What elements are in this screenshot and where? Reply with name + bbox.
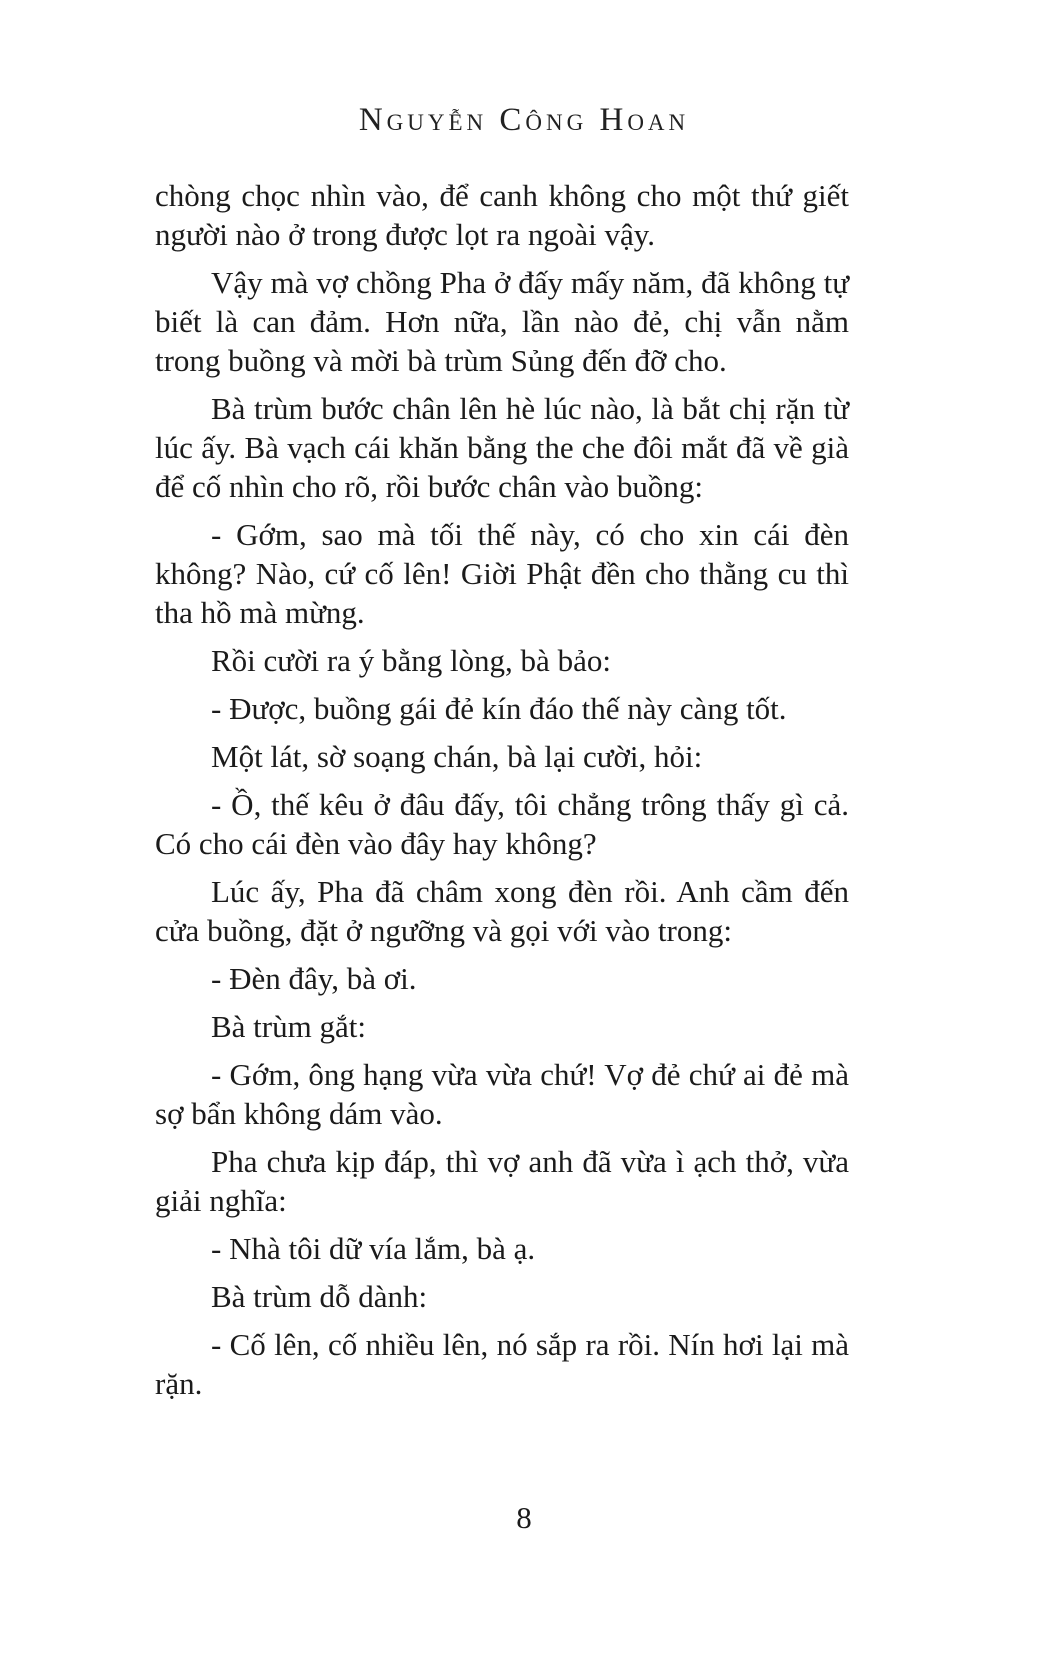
paragraph: Lúc ấy, Pha đã châm xong đèn rồi. Anh cầm đến cửa buồng, đặt ở ngưỡng và gọi với vào trong: <box>155 874 849 948</box>
paragraph: - Nhà tôi dữ vía lắm, bà ạ. <box>211 1231 536 1266</box>
paragraph: - Đèn đây, bà ơi. <box>211 961 417 996</box>
paragraph: Bà trùm dỗ dành: <box>211 1279 428 1314</box>
paragraph: - Ồ, thế kêu ở đâu đấy, tôi chẳng trông thấy gì cả. Có cho cái đèn vào đây hay không? <box>155 787 849 861</box>
paragraph: - Cố lên, cố nhiều lên, nó sắp ra rồi. Nín hơi lại mà rặn. <box>155 1327 849 1401</box>
paragraph: - Gớm, sao mà tối thế này, có cho xin cái đèn không? Nào, cứ cố lên! Giời Phật đền cho thằng cu thì tha hồ mà mừng. <box>155 517 849 630</box>
running-header-author: Nguyễn Công Hoan <box>358 102 690 138</box>
paragraph: Bà trùm bước chân lên hè lúc nào, là bắt chị rặn từ lúc ấy. Bà vạch cái khăn bằng the che đôi mắt đã về già để cố nhìn cho rõ, rồi bước chân vào buồng: <box>155 391 849 504</box>
paragraph: Vậy mà vợ chồng Pha ở đấy mấy năm, đã không tự biết là can đảm. Hơn nữa, lần nào đẻ, chị vẫn nằm trong buồng và mời bà trùm Sủng đến đỡ cho. <box>155 265 849 378</box>
paragraph: chòng chọc nhìn vào, để canh không cho một thứ giết người nào ở trong được lọt ra ngoài vậy. <box>155 178 849 252</box>
paragraph: Rồi cười ra ý bằng lòng, bà bảo: <box>211 643 611 678</box>
paragraph: - Gớm, ông hạng vừa vừa chứ! Vợ đẻ chứ ai đẻ mà sợ bẩn không dám vào. <box>155 1057 849 1131</box>
paragraph: - Được, buồng gái đẻ kín đáo thế này càng tốt. <box>211 691 787 726</box>
body-text-block <box>155 176 849 1412</box>
paragraph: Pha chưa kịp đáp, thì vợ anh đã vừa ì ạch thở, vừa giải nghĩa: <box>155 1144 849 1218</box>
paragraph: Bà trùm gắt: <box>211 1009 366 1044</box>
paragraph: Một lát, sờ soạng chán, bà lại cười, hỏi: <box>211 739 703 774</box>
page-number: 8 <box>516 1500 532 1535</box>
